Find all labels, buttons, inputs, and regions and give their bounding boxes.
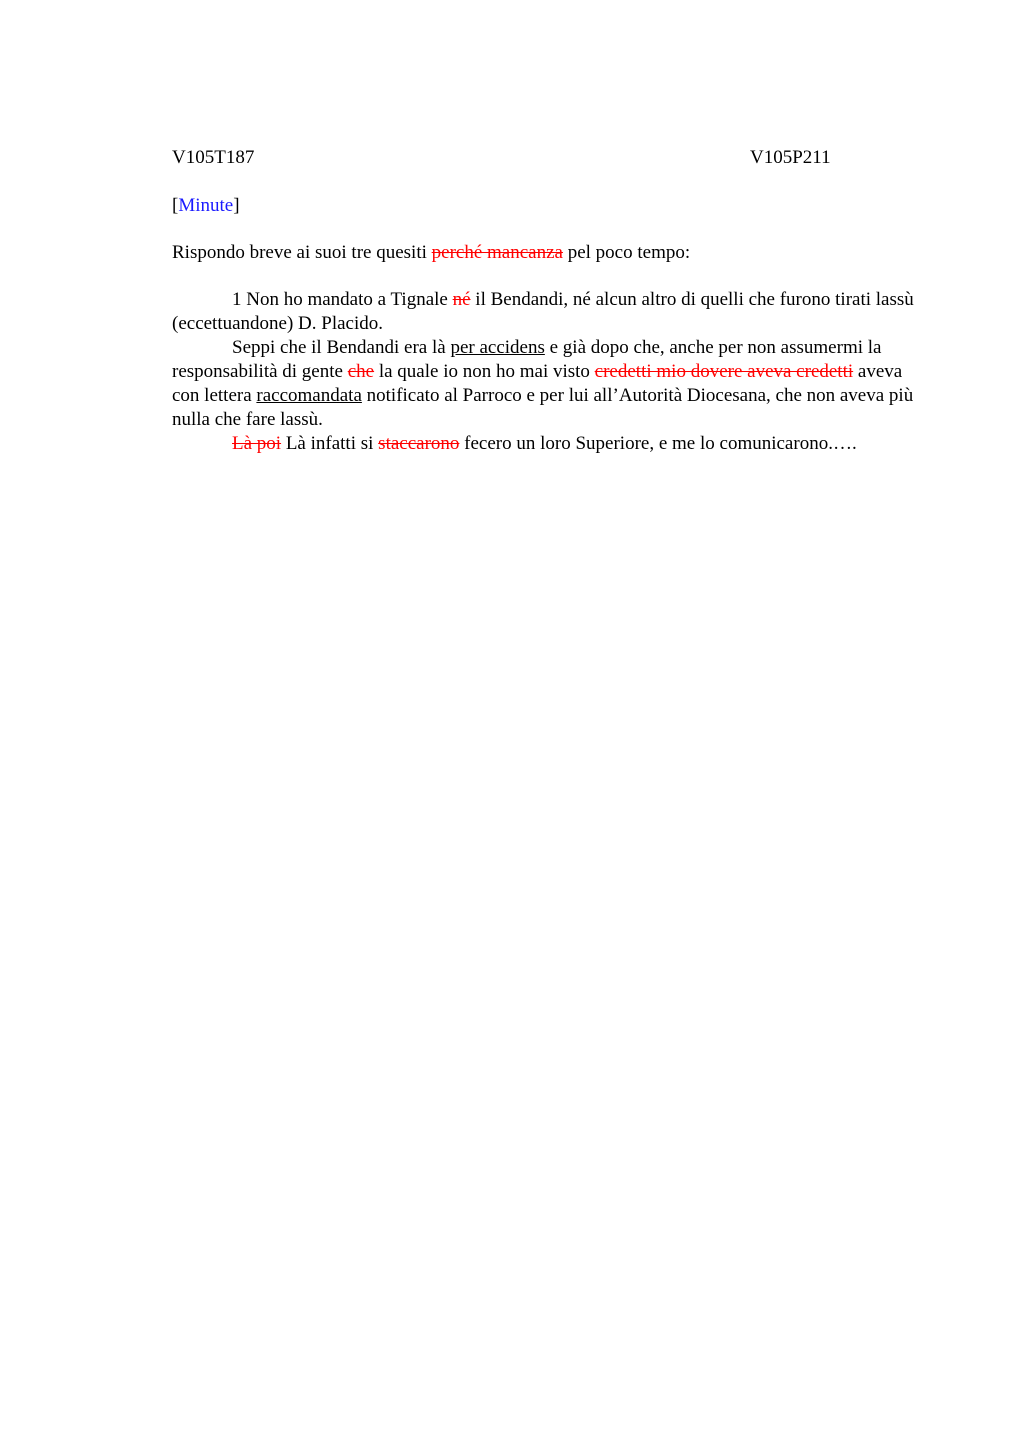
deleted-text: credetti mio dovere aveva credetti <box>594 361 854 382</box>
open-bracket: [ <box>172 195 179 216</box>
underlined-text: raccomandata <box>256 385 362 406</box>
deleted-text: Là poi <box>232 433 282 454</box>
deleted-text: né <box>452 289 471 310</box>
intro-text-2: pel poco tempo: <box>562 242 691 263</box>
deleted-text: che <box>347 361 375 382</box>
intro-line <box>172 241 922 265</box>
section-label <box>172 194 922 218</box>
minute-label: Minute <box>178 195 234 216</box>
p3-text-2: fecero un loro Superiore, e me lo comunicarono.…. <box>459 433 857 454</box>
deleted-text: perché mancanza <box>431 242 563 263</box>
p2-text-1: Seppi che il Bendandi era là <box>232 337 451 358</box>
paragraph-1 <box>172 288 922 336</box>
p2-text-5: notificato al Parroco e per lui all’Autorità Diocesana, che non aveva più nulla che fare lassù. <box>172 385 914 430</box>
p2-text-3: la quale io non ho mai visto <box>374 361 595 382</box>
document-code-left: V105T187 <box>172 147 255 168</box>
p2-text-4: aveva con lettera <box>172 361 903 406</box>
underlined-text: per accidens <box>450 337 545 358</box>
p1-text-1: 1 Non ho mandato a Tignale <box>232 289 453 310</box>
document-page <box>172 146 922 456</box>
close-bracket: ] <box>233 195 240 216</box>
document-code-right: V105P211 <box>750 147 831 168</box>
p2-text-2: e già dopo che, anche per non assumermi la responsabilità di gente <box>172 337 882 382</box>
document-header <box>172 146 922 170</box>
paragraph-2 <box>172 336 922 432</box>
letter-body <box>172 288 922 456</box>
p1-text-2: il Bendandi, né alcun altro di quelli che furono tirati lassù (eccettuandone) D. Placido. <box>172 289 914 334</box>
paragraph-3 <box>172 432 922 456</box>
intro-text-1: Rispondo breve ai suoi tre quesiti <box>172 242 432 263</box>
deleted-text: staccarono <box>378 433 460 454</box>
p3-text-1: Là infatti si <box>281 433 379 454</box>
